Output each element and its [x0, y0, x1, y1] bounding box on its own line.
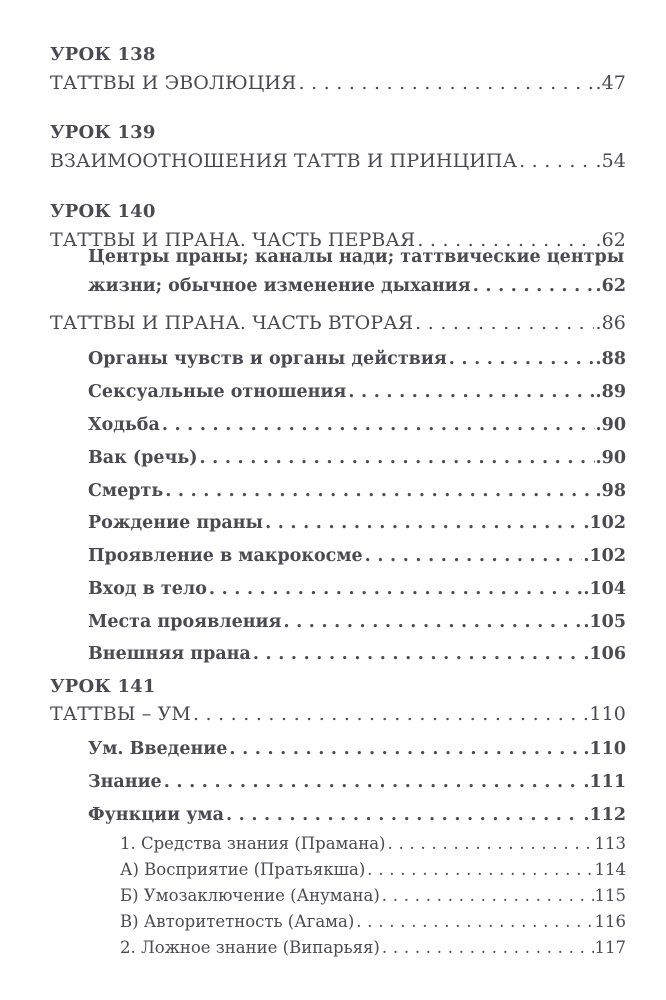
entry-title: Места проявления	[88, 612, 282, 632]
toc-entry-part-two[interactable]	[50, 312, 626, 334]
entry-title: ТАТТВЫ И ЭВОЛЮЦИЯ	[50, 72, 297, 94]
toc-entry-mind-functions[interactable]	[88, 805, 626, 825]
entry-title: Функции ума	[88, 805, 224, 825]
lesson-141-label: УРОК 141	[50, 676, 156, 697]
toc-entry-perception[interactable]	[120, 860, 626, 879]
toc-entry-lesson-139[interactable]	[50, 150, 626, 172]
leader-dots	[348, 382, 594, 402]
toc-entry-false-knowledge[interactable]	[120, 938, 626, 957]
leader-dots	[365, 546, 583, 566]
leader-dots	[519, 150, 594, 172]
leader-dots	[253, 644, 583, 664]
page-number: 117	[594, 938, 626, 957]
page-number: .112	[583, 805, 626, 825]
leader-dots	[162, 415, 595, 435]
page-number: 113	[594, 834, 626, 853]
page-number: .98	[595, 481, 626, 501]
page-number: .90	[595, 448, 626, 468]
entry-title: Ум. Введение	[88, 739, 228, 759]
page-number: .47	[595, 72, 626, 94]
leader-dots	[165, 481, 594, 501]
page-number: .102	[583, 546, 626, 566]
page-number: 114	[594, 860, 626, 879]
lesson-138-label: УРОК 138	[50, 44, 156, 65]
toc-entry-authority[interactable]	[120, 912, 626, 931]
page-number: 115	[594, 886, 626, 905]
page-number: .54	[595, 150, 626, 172]
leader-dots	[164, 772, 583, 792]
page-number: .102	[583, 513, 626, 533]
entry-title: ТАТТВЫ – УМ	[50, 703, 191, 725]
entry-title: ТАТТВЫ И ПРАНА. ЧАСТЬ ПЕРВАЯ	[50, 229, 416, 251]
entry-title: Знание	[88, 772, 162, 792]
page-number: .105	[583, 612, 626, 632]
leader-dots	[226, 805, 582, 825]
entry-title: Вход в тело	[88, 579, 207, 599]
toc-entry-means-of-knowledge[interactable]	[120, 834, 626, 853]
lesson-139-label: УРОК 139	[50, 122, 156, 143]
page-number: 110	[589, 703, 626, 725]
lesson-140-label: УРОК 140	[50, 201, 156, 222]
entry-title: Органы чувств и органы действия	[88, 349, 447, 369]
entry-title: 2. Ложное знание (Випарьяя)	[120, 938, 380, 957]
toc-entry-macrocosm[interactable]	[88, 546, 626, 566]
leader-dots	[356, 912, 593, 931]
entry-title: Смерть	[88, 481, 164, 501]
page-number: .89	[595, 382, 626, 402]
toc-entry-knowledge[interactable]	[88, 772, 626, 792]
leader-dots	[199, 448, 594, 468]
entry-title: Ходьба	[88, 415, 160, 435]
page-number: 116	[594, 912, 626, 931]
page-number: .62	[595, 229, 626, 251]
entry-title: ТАТТВЫ И ПРАНА. ЧАСТЬ ВТОРАЯ	[50, 312, 414, 334]
leader-dots	[382, 938, 594, 957]
page-number: .111	[583, 772, 626, 792]
toc-entry-sense-organs[interactable]	[88, 349, 626, 369]
toc-entry-lesson-140-description[interactable]	[88, 276, 626, 296]
toc-entry-lesson-141[interactable]	[50, 703, 626, 725]
entry-title: 1. Средства знания (Прамана)	[120, 834, 386, 853]
toc-entry-walking[interactable]	[88, 415, 626, 435]
toc-entry-death[interactable]	[88, 481, 626, 501]
page-number: .62	[595, 276, 626, 296]
entry-title: Рождение праны	[88, 513, 264, 533]
toc-entry-inference[interactable]	[120, 886, 626, 905]
leader-dots	[193, 703, 588, 725]
leader-dots	[449, 349, 595, 369]
entry-title: Проявление в макрокосме	[88, 546, 363, 566]
leader-dots	[299, 72, 595, 94]
leader-dots	[209, 579, 582, 599]
leader-dots	[229, 739, 582, 759]
leader-dots	[382, 886, 594, 905]
entry-title: А) Восприятие (Пратьякша)	[120, 860, 366, 879]
page-number: .86	[595, 312, 626, 334]
toc-entry-speech[interactable]	[88, 448, 626, 468]
entry-title: В) Авторитетность (Агама)	[120, 912, 355, 931]
entry-title: Сексуальные отношения	[88, 382, 347, 402]
toc-entry-sexual-relations[interactable]	[88, 382, 626, 402]
leader-dots	[415, 312, 594, 334]
lesson-140-description-line1: Центры праны; каналы нади; таттвические центры	[88, 247, 625, 267]
leader-dots	[473, 276, 595, 296]
entry-title: Б) Умозаключение (Анумана)	[120, 886, 380, 905]
entry-title: Внешняя прана	[88, 644, 251, 664]
entry-title: Вак (речь)	[88, 448, 198, 468]
leader-dots	[367, 860, 593, 879]
toc-entry-birth-of-prana[interactable]	[88, 513, 626, 533]
page-number: .110	[583, 739, 626, 759]
leader-dots	[388, 834, 594, 853]
toc-entry-entering-body[interactable]	[88, 579, 626, 599]
page-number: .104	[583, 579, 626, 599]
toc-entry-places-of-manifestation[interactable]	[88, 612, 626, 632]
leader-dots	[283, 612, 582, 632]
page-number: .88	[595, 349, 626, 369]
toc-entry-mind-introduction[interactable]	[88, 739, 626, 759]
toc-entry-lesson-138[interactable]	[50, 72, 626, 94]
leader-dots	[265, 513, 582, 533]
page-number: .106	[583, 644, 626, 664]
entry-title: ВЗАИМООТНОШЕНИЯ ТАТТВ И ПРИНЦИПА	[50, 150, 518, 172]
page-number: .90	[595, 415, 626, 435]
toc-entry-external-prana[interactable]	[88, 644, 626, 664]
entry-title: жизни; обычное изменение дыхания	[88, 276, 471, 296]
